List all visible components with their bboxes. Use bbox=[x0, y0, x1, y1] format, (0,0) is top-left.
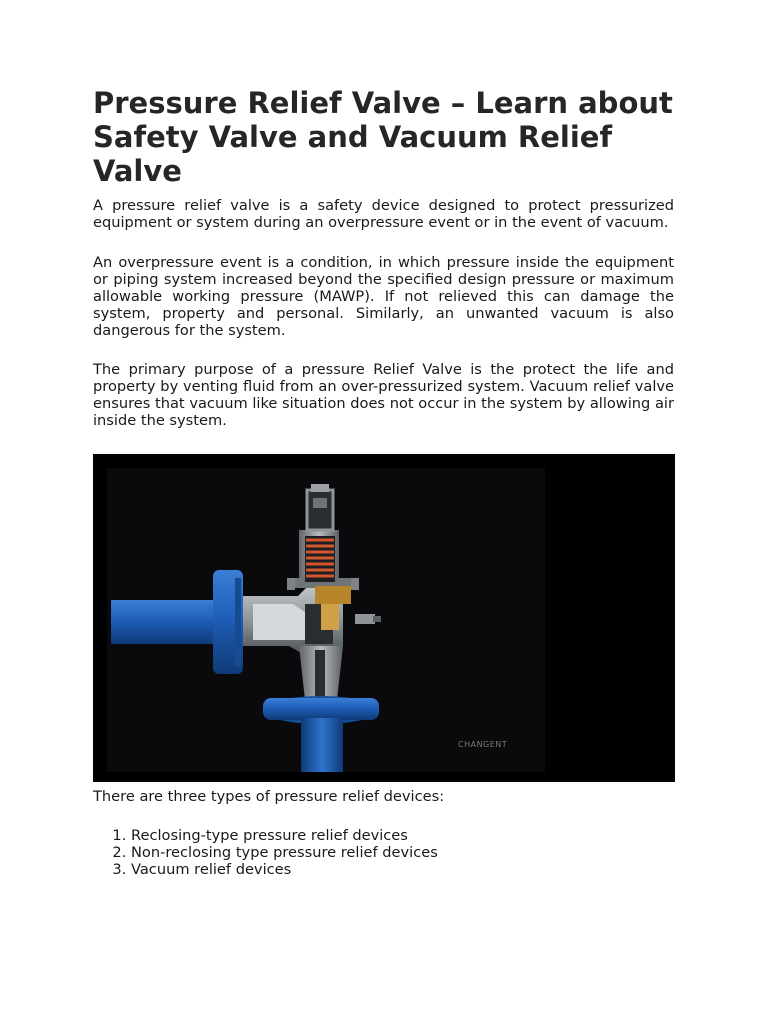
watermark-text: CHANGENT bbox=[458, 740, 508, 749]
valve-illustration bbox=[93, 454, 675, 782]
document-title: Pressure Relief Valve – Learn about Safety Valve and Vacuum Relief Valve bbox=[93, 86, 673, 188]
list-item: 2. Non-reclosing type pressure relief devices bbox=[131, 844, 674, 861]
list-item: 1. Reclosing-type pressure relief devices bbox=[131, 827, 674, 844]
list-item: 3. Vacuum relief devices bbox=[131, 861, 674, 878]
relief-device-list bbox=[93, 827, 674, 878]
paragraph-overpressure: An overpressure event is a condition, in which pressure inside the equipment or piping system increased beyond the specified design pressure or maximum allowable working pressure (MAWP). If not relieved this can damage the system, property and personal. Similarly, an unwanted vacuum is also dangerous for the system. bbox=[93, 254, 674, 339]
paragraph-purpose: The primary purpose of a pressure Relief Valve is the protect the life and property by venting fluid from an over-pressurized system. Vacuum relief valve ensures that vacuum like situation does not occur in the system by allowing air inside the system. bbox=[93, 361, 674, 429]
list-intro: There are three types of pressure relief devices: bbox=[93, 788, 445, 805]
valve-cutaway-image bbox=[93, 454, 675, 782]
document-page bbox=[93, 86, 674, 878]
paragraph-intro: A pressure relief valve is a safety device designed to protect pressurized equipment or system during an overpressure event or in the event of vacuum. bbox=[93, 197, 674, 231]
